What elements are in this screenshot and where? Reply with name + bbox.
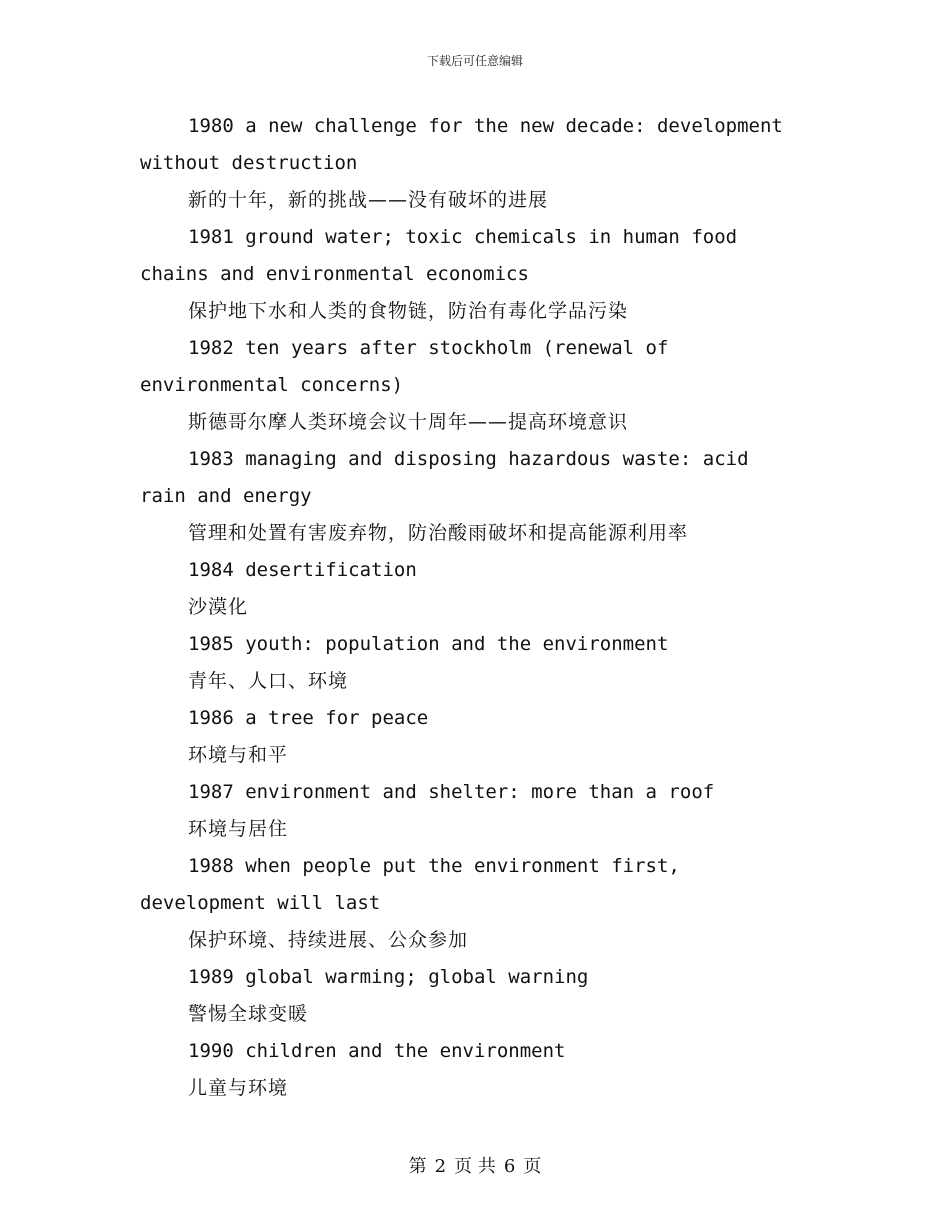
footer-total-pages: 6 xyxy=(503,1156,516,1177)
entry-1983-en: 1983 managing and disposing hazardous waste: acid rain and energy xyxy=(140,448,749,507)
entry-1985-cn: 青年、人口、环境 xyxy=(188,670,349,692)
entry-1981-en: 1981 ground water; toxic chemicals in human food chains and environmental economics xyxy=(140,226,738,285)
entry-1980-en: 1980 a new challenge for the new decade: development without destruction xyxy=(140,115,783,174)
entry-1982-cn: 斯德哥尔摩人类环境会议十周年——提高环境意识 xyxy=(188,411,629,433)
page-header: 下载后可任意编辑 xyxy=(426,54,523,68)
entry-1990-cn: 儿童与环境 xyxy=(188,1077,289,1099)
entry-1986-cn: 环境与和平 xyxy=(188,744,289,766)
footer-page-number: 2 xyxy=(434,1156,447,1177)
footer-prefix: 第 xyxy=(408,1156,427,1177)
entry-1984-cn: 沙漠化 xyxy=(188,596,249,618)
entry-1987-cn: 环境与居住 xyxy=(188,818,289,840)
page-footer xyxy=(0,1152,950,1178)
entry-1988-en: 1988 when people put the environment first, development will last xyxy=(140,855,680,914)
footer-suffix: 页 xyxy=(523,1156,542,1177)
entry-1987-en: 1987 environment and shelter: more than a roof xyxy=(188,781,715,803)
entry-1989-cn: 警惕全球变暖 xyxy=(188,1003,309,1025)
entry-1985-en: 1985 youth: population and the environment xyxy=(188,633,669,655)
entry-1988-cn: 保护环境、持续进展、公众参加 xyxy=(188,929,469,951)
entry-1989-en: 1989 global warming; global warning xyxy=(188,966,589,988)
document-body xyxy=(140,108,805,1107)
entry-1990-en: 1990 children and the environment xyxy=(188,1040,566,1062)
entry-1980-cn: 新的十年，新的挑战——没有破坏的进展 xyxy=(188,189,549,211)
entry-1981-cn: 保护地下水和人类的食物链，防治有毒化学品污染 xyxy=(188,300,629,322)
entry-1983-cn: 管理和处置有害废弃物，防治酸雨破坏和提高能源利用率 xyxy=(188,522,689,544)
entry-1982-en: 1982 ten years after stockholm (renewal of environmental concerns) xyxy=(140,337,669,396)
footer-middle: 页 共 xyxy=(454,1156,496,1177)
entry-1986-en: 1986 a tree for peace xyxy=(188,707,429,729)
entry-1984-en: 1984 desertification xyxy=(188,559,417,581)
